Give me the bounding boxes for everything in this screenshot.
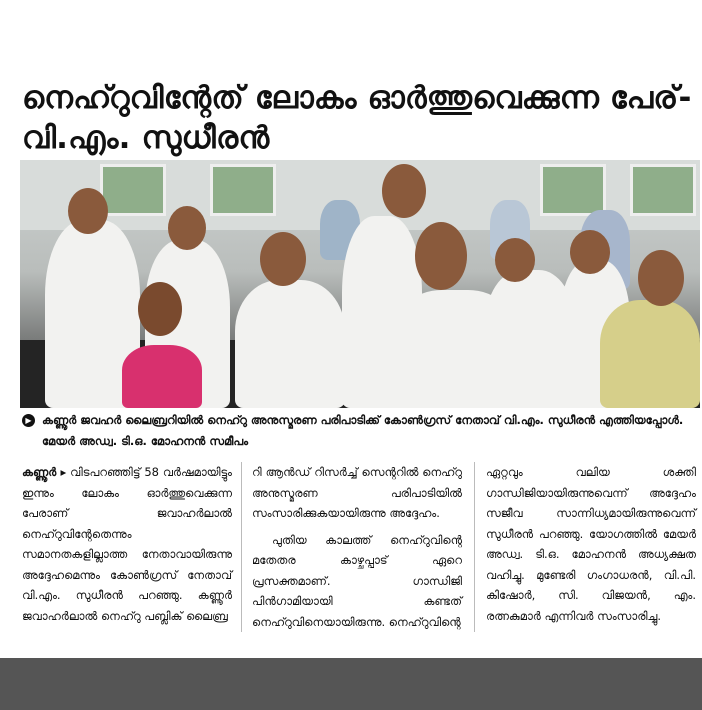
person-head — [570, 230, 610, 274]
photo-caption — [20, 410, 702, 454]
column-divider — [474, 462, 475, 632]
article-paragraph: റി ആൻഡ് റിസർച്ച് സെന്ററിൽ നെഹ്റു അനുസ്മരണ പരിപാടിയിൽ സംസാരിക്കുകയായിരുന്നു അദ്ദേഹം. — [252, 465, 462, 520]
person-greeting-head — [260, 232, 306, 286]
footer-bar — [0, 658, 702, 710]
article-text-1: വിടപറഞ്ഞിട്ട് 58 വർഷമായിട്ടും ഇന്നും ലോകം ഓർത്തുവെക്കുന്ന പേരാണ് ജവാഹർലാൽ നെഹ്റുവിന്റേതെന്നും സമാനതകളില്ലാത്ത നേതാവായിരുന്നു അദ്ദേഹമെന്നും കോൺഗ്രസ് നേതാവ് വി.എം. സുധീരൻ പറഞ്ഞു. കണ്ണൂർ ജവാഹർലാൽ നെഹ്റു പബ്ലിക് ലൈബ്ര — [22, 465, 232, 623]
news-photo — [20, 160, 700, 408]
person-head — [168, 206, 206, 250]
photo-window — [540, 164, 606, 216]
article-column-2 — [252, 462, 462, 638]
column-divider — [241, 462, 242, 632]
photo-window — [630, 164, 696, 216]
person-tall-head — [382, 164, 426, 218]
headline: നെഹ്റുവിന്റേത് ലോകം ഓർത്തുവെക്കുന്ന പേര്- വി.എം. സുധീരൻ — [22, 80, 692, 156]
photo-window — [210, 164, 276, 216]
person-left-head — [68, 188, 108, 234]
woman-saree — [122, 345, 202, 408]
person-centre-head — [415, 222, 467, 290]
article-column-3 — [486, 462, 696, 626]
woman-head — [138, 282, 182, 336]
person-right-head — [638, 250, 684, 306]
dateline: കണ്ണൂർ ▸ — [22, 465, 67, 479]
person-head — [495, 238, 535, 282]
person-right — [600, 300, 700, 408]
article-column-1 — [22, 462, 232, 626]
article-text-3: ഏറ്റവും വലിയ ശക്തി ഗാന്ധിജിയായിരുന്നുവെന്ന് അദ്ദേഹം സജീവ സാന്നിധ്യമായിരുന്നുവെന്ന് സുധീരൻ പറഞ്ഞു. യോഗത്തിൽ മേയർ അഡ്വ. ടി.ഒ. മോഹനൻ അധ്യക്ഷത വഹിച്ചു. മുണ്ടേരി ഗംഗാധരൻ, വി.പി. കിഷോർ, സി. വിജയൻ, എം. രത്നകുമാർ എന്നിവർ സംസാരിച്ചു. — [486, 465, 696, 623]
person-greeting — [235, 280, 345, 408]
caption-text: കണ്ണൂർ ജവഹർ ലൈബ്രറിയിൽ നെഹ്റു അനുസ്മരണ പരിപാടിക്ക് കോൺഗ്രസ് നേതാവ് വി.എം. സുധീരൻ എത്തിയപ്പോൾ. മേയർ അഡ്വ. ടി.ഒ. മോഹനൻ സമീപം — [42, 413, 684, 448]
article-paragraph: പുതിയ കാലത്ത് നെഹ്റുവിന്റെ മതേതര കാഴ്ചപ്പാട് ഏറെ പ്രസക്തമാണ്. ഗാന്ധിജി പിൻഗാമിയായി കണ്ടത് നെഹ്റുവിനെയായിരുന്നു. നെഹ്റുവിന്റെ — [252, 532, 462, 629]
play-icon: ▶ — [22, 414, 35, 427]
photo-window — [100, 164, 166, 216]
